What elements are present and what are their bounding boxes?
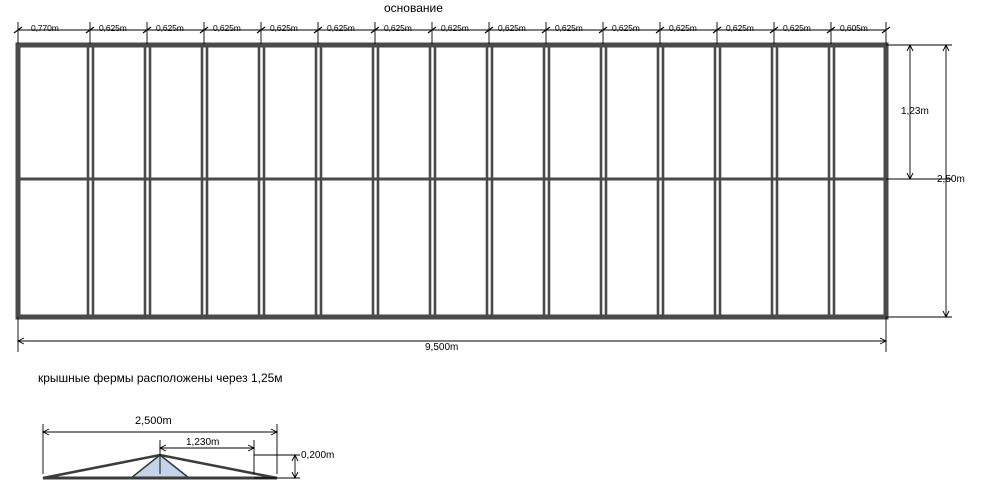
top-dim-label-15: 0,605m bbox=[840, 23, 868, 33]
top-dim-label-8: 0,625m bbox=[441, 23, 469, 33]
top-dim-label-10: 0,625m bbox=[555, 23, 583, 33]
top-dim-label-2: 0,625m bbox=[99, 23, 127, 33]
page-title: основание bbox=[384, 1, 443, 15]
trusses-note: крышные фермы расположены через 1,25м bbox=[38, 371, 283, 385]
top-dim-label-11: 0,625m bbox=[612, 23, 640, 33]
top-dim-label-9: 0,625m bbox=[498, 23, 526, 33]
inner-height-label: 1,23m bbox=[901, 106, 929, 117]
top-dim-label-1: 0,770m bbox=[31, 23, 59, 33]
roof-inner-span-label: 1,230m bbox=[186, 437, 220, 448]
top-dim-label-3: 0,625m bbox=[156, 23, 184, 33]
top-dim-label-7: 0,625m bbox=[384, 23, 412, 33]
roof-height-label: 0,200m bbox=[301, 450, 335, 461]
top-dim-label-4: 0,625m bbox=[213, 23, 241, 33]
top-dim-label-5: 0,625m bbox=[270, 23, 298, 33]
top-dim-label-12: 0,625m bbox=[669, 23, 697, 33]
top-dim-label-6: 0,625m bbox=[327, 23, 355, 33]
plan-frame bbox=[18, 45, 886, 317]
overall-height-label: 2,50m bbox=[937, 174, 965, 185]
overall-length-label: 9,500m bbox=[425, 342, 459, 353]
top-dim-label-14: 0,625m bbox=[783, 23, 811, 33]
top-dim-label-13: 0,625m bbox=[726, 23, 754, 33]
roof-span-label: 2,500m bbox=[135, 415, 172, 427]
